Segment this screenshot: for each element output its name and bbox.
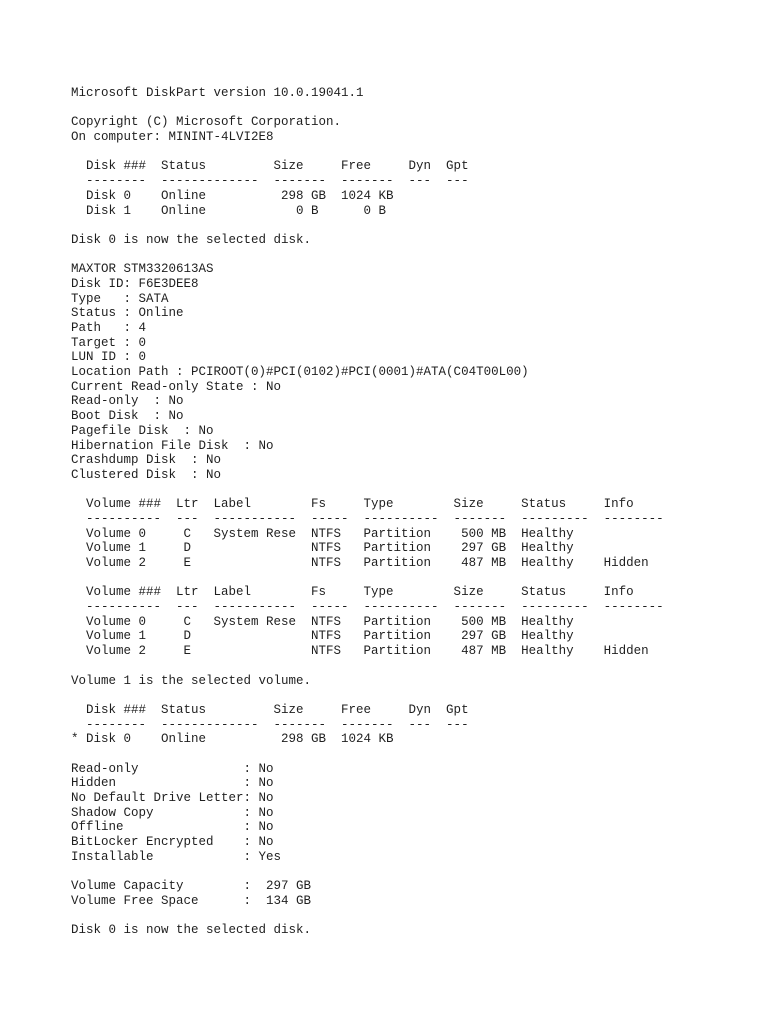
blank-line (71, 688, 664, 703)
volume-table-separator: ---------- --- ----------- ----- ---------- ------- --------- -------- (71, 511, 664, 526)
disk-detail-line: LUN ID : 0 (71, 350, 147, 365)
disk-detail-line: Location Path : PCIROOT(0)#PCI(0102)#PCI(0001)#ATA(C04T00L00) (71, 365, 529, 380)
disk-detail-line: Type : SATA (71, 291, 169, 306)
volume-attribute-line: Installable : Yes (71, 849, 282, 864)
disk-table-row: * Disk 0 Online 298 GB 1024 KB (71, 732, 394, 747)
blank-line (71, 909, 664, 924)
volume-attribute-line: Shadow Copy : No (71, 805, 274, 820)
volume-attribute-line: BitLocker Encrypted : No (71, 835, 274, 850)
selected-disk-message: Disk 0 is now the selected disk. (71, 232, 312, 247)
disk-table-header: Disk ### Status Size Free Dyn Gpt (71, 702, 469, 717)
volume-attribute-line: Hidden : No (71, 776, 274, 791)
disk-table-separator: -------- ------------- ------- ------- --- --- (71, 717, 469, 732)
disk-detail-line: Disk ID: F6E3DEE8 (71, 276, 199, 291)
copyright-line: Copyright (C) Microsoft Corporation. (71, 115, 342, 130)
version-line: Microsoft DiskPart version 10.0.19041.1 (71, 86, 364, 100)
blank-line (71, 101, 664, 116)
volume-table-row: Volume 2 E NTFS Partition 487 MB Healthy Hidden (71, 556, 649, 570)
blank-line (71, 248, 664, 263)
disk-table-header: Disk ### Status Size Free Dyn Gpt (71, 159, 469, 174)
volume-attribute-line: Read-only : No (71, 761, 274, 776)
volume-table-row: Volume 2 E NTFS Partition 487 MB Healthy Hidden (71, 644, 649, 659)
disk-table-row: Disk 0 Online 298 GB 1024 KB (71, 188, 394, 203)
volume-attribute-line: No Default Drive Letter: No (71, 791, 274, 805)
volume-table-row: Volume 1 D NTFS Partition 297 GB Healthy (71, 541, 574, 556)
disk-detail-line: Pagefile Disk : No (71, 423, 214, 438)
blank-line (71, 218, 664, 233)
computer-line: On computer: MININT-4LVI2E8 (71, 130, 274, 145)
disk-table-separator: -------- ------------- ------- ------- --- --- (71, 174, 469, 189)
volume-table-row: Volume 1 D NTFS Partition 297 GB Healthy (71, 629, 574, 644)
selected-volume-message: Volume 1 is the selected volume. (71, 673, 312, 688)
disk-detail-line: Crashdump Disk : No (71, 453, 222, 468)
blank-line (71, 864, 664, 879)
volume-table-separator: ---------- --- ----------- ----- ---------- ------- --------- -------- (71, 600, 664, 615)
disk-detail-line: Read-only : No (71, 394, 184, 409)
blank-line (71, 483, 664, 498)
blank-line (71, 145, 664, 160)
selected-disk-message: Disk 0 is now the selected disk. (71, 923, 312, 938)
volume-table-header: Volume ### Ltr Label Fs Type Size Status Info (71, 585, 634, 600)
volume-free-space-line: Volume Free Space : 134 GB (71, 893, 312, 908)
volume-table-row: Volume 0 C System Rese NTFS Partition 500 MB Healthy (71, 526, 574, 541)
volume-table-row: Volume 0 C System Rese NTFS Partition 500 MB Healthy (71, 614, 574, 629)
disk-detail-line: Target : 0 (71, 335, 147, 350)
disk-detail-line: Boot Disk : No (71, 409, 184, 424)
diskpart-console-output (71, 86, 664, 938)
blank-line (71, 659, 664, 674)
disk-detail-line: Hibernation File Disk : No (71, 438, 274, 453)
volume-table-header: Volume ### Ltr Label Fs Type Size Status Info (71, 497, 634, 512)
disk-model: MAXTOR STM3320613AS (71, 262, 214, 277)
disk-detail-line: Clustered Disk : No (71, 467, 222, 482)
blank-line (71, 747, 664, 762)
disk-detail-line: Current Read-only State : No (71, 379, 282, 394)
disk-detail-line: Path : 4 (71, 321, 147, 335)
disk-table-row: Disk 1 Online 0 B 0 B (71, 203, 387, 218)
blank-line (71, 571, 664, 586)
volume-capacity-line: Volume Capacity : 297 GB (71, 879, 312, 894)
disk-detail-line: Status : Online (71, 306, 184, 321)
volume-attribute-line: Offline : No (71, 820, 274, 835)
